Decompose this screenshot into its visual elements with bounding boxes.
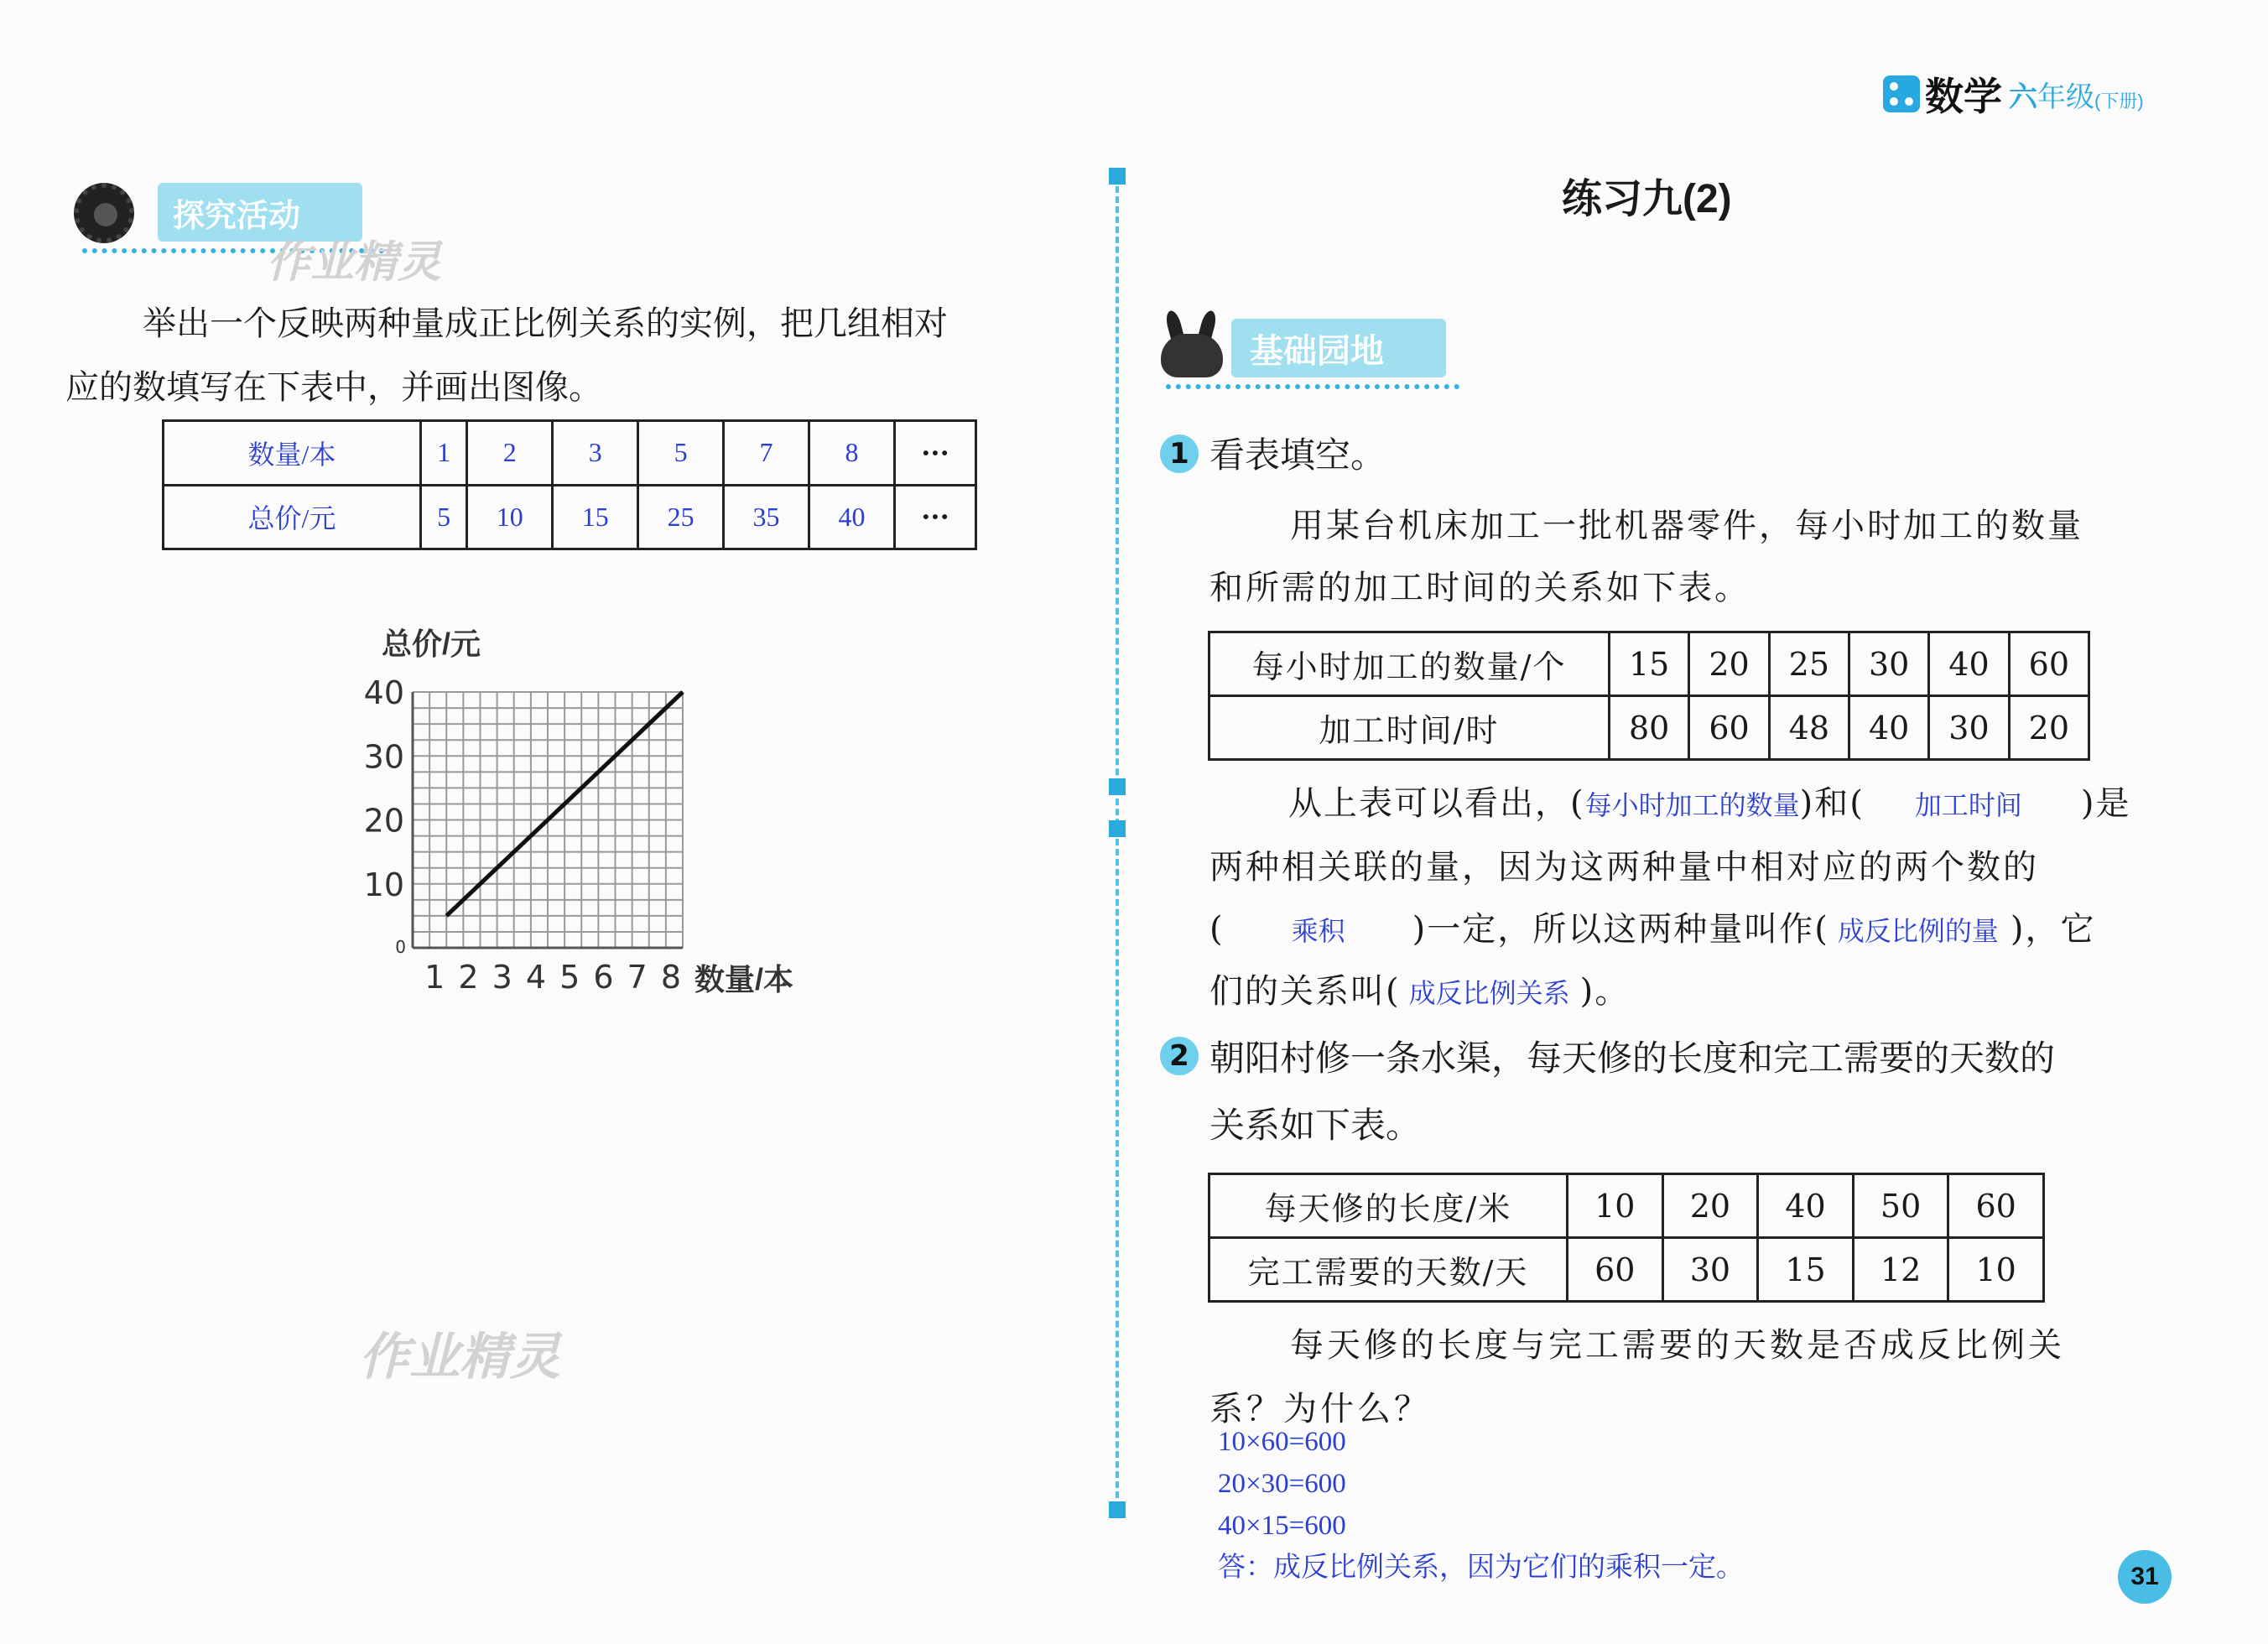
answer-2: 加工时间 <box>1914 790 2022 820</box>
row-label: 数量/本 <box>164 421 421 486</box>
answer-5: 成反比例关系 <box>1408 978 1570 1008</box>
table-cell: 5 <box>421 485 467 549</box>
q2-table <box>1208 1173 2045 1303</box>
q1-heading: 看表填空。 <box>1209 434 1386 476</box>
banner-underline <box>1166 384 1459 389</box>
table-cell: 25 <box>638 485 724 549</box>
x-tick-label: 4 <box>525 959 547 990</box>
x-tick-label: 3 <box>492 959 512 990</box>
table-cell: 3 <box>553 421 638 486</box>
header-logo <box>1883 69 2144 119</box>
q1-fill-line4: 们的关系叫( 成反比例关系 )。 <box>1209 972 1631 1011</box>
table-cell: 60 <box>1948 1174 2044 1238</box>
answer-line: 10×60=600 <box>1218 1427 1346 1457</box>
divider-marker <box>1109 1501 1126 1518</box>
section-banner-basic: 基础园地 <box>1231 319 1446 377</box>
q1-fill-line3: ( 乘积 )一定，所以这两种量叫作( 成反比例的量 )，它 <box>1209 910 2096 949</box>
answer-1: 每小时加工的数量 <box>1584 790 1800 820</box>
table-cell: 25 <box>1769 632 1849 696</box>
grade-label: 年级 <box>2037 81 2094 113</box>
table-cell: 40 <box>1849 696 1928 760</box>
table-cell: 40 <box>809 485 895 549</box>
row-label: 完工需要的天数/天 <box>1209 1238 1568 1302</box>
subject-label: 数学 <box>1925 75 2002 118</box>
x-tick-label: 7 <box>627 959 648 990</box>
x-tick-label: 6 <box>593 959 614 990</box>
task-text: 举出一个反映两种量成正比例关系的实例，把几组相对 应的数填写在下表中，并画出图像。 <box>65 304 948 407</box>
y-tick-label: 30 <box>363 738 404 776</box>
divider-marker <box>1109 168 1126 185</box>
row-label: 每小时加工的数量/个 <box>1209 632 1610 696</box>
table-cell: 7 <box>724 421 809 486</box>
volume-label: (下册) <box>2094 90 2144 112</box>
question-number-2: 2 <box>1160 1037 1199 1075</box>
table-cell: 15 <box>1610 632 1689 696</box>
table-cell: 60 <box>1568 1238 1663 1302</box>
table-cell: 15 <box>553 485 638 549</box>
answer-3: 乘积 <box>1291 916 1345 946</box>
chart-xlabel: 数量/本 <box>694 962 794 996</box>
x-tick-label: 1 <box>424 959 445 990</box>
proportion-chart <box>361 671 713 990</box>
watermark: 作业精灵 <box>267 237 442 288</box>
y-tick-label: 10 <box>363 866 404 903</box>
table-cell: 60 <box>2009 632 2089 696</box>
rabbit-icon <box>1161 310 1223 377</box>
table-cell: ··· <box>895 485 976 549</box>
y-tick-label: 40 <box>363 674 404 711</box>
table-cell: 30 <box>1849 632 1928 696</box>
y-tick-label: 0 <box>395 937 406 957</box>
left-table <box>162 419 977 550</box>
divider-marker <box>1109 820 1126 837</box>
q1-text: 用某台机床加工一批机器零件，每小时加工的数量 和所需的加工时间的关系如下表。 <box>1209 507 2083 607</box>
table-cell: 30 <box>1929 696 2009 760</box>
answer-line: 20×30=600 <box>1218 1469 1346 1499</box>
section-banner-explore: 探究活动 <box>158 183 362 242</box>
q1-fill-line2: 两种相关联的量，因为这两种量中相对应的两个数的 <box>1209 848 2039 887</box>
table-cell: 35 <box>724 485 809 549</box>
row-label: 每天修的长度/米 <box>1209 1174 1568 1238</box>
table-cell: ··· <box>895 421 976 486</box>
table-cell: 10 <box>1948 1238 2044 1302</box>
q2-answers <box>1218 1421 1744 1589</box>
table-cell: 8 <box>809 421 895 486</box>
table-cell: 50 <box>1853 1174 1948 1238</box>
table-cell: 40 <box>1929 632 2009 696</box>
table-cell: 20 <box>1662 1174 1758 1238</box>
y-tick-label: 20 <box>363 802 404 840</box>
question-number-1: 1 <box>1160 434 1199 473</box>
table-cell: 60 <box>1689 696 1769 760</box>
dice-icon <box>1883 75 1920 112</box>
table-cell: 10 <box>467 485 553 549</box>
row-label: 加工时间/时 <box>1209 696 1610 760</box>
x-tick-label: 8 <box>660 959 682 990</box>
page-number: 31 <box>2118 1550 2172 1604</box>
q2-text: 朝阳村修一条水渠，每天修的长度和完工需要的天数的 关系如下表。 <box>1209 1038 2056 1146</box>
page-divider <box>1116 176 1119 1518</box>
divider-marker <box>1109 778 1126 795</box>
q1-fill-line1: 从上表可以看出，(每小时加工的数量)和( 加工时间 )是 <box>1288 784 2131 823</box>
table-cell: 30 <box>1662 1238 1758 1302</box>
table-cell: 10 <box>1568 1174 1663 1238</box>
table-cell: 80 <box>1610 696 1689 760</box>
table-cell: 12 <box>1853 1238 1948 1302</box>
x-tick-label: 5 <box>559 959 580 990</box>
table-cell: 2 <box>467 421 553 486</box>
answer-4: 成反比例的量 <box>1837 916 1999 946</box>
table-cell: 15 <box>1758 1238 1854 1302</box>
grade-mark: 六 <box>2009 81 2037 113</box>
table-cell: 20 <box>2009 696 2089 760</box>
chart-ylabel: 总价/元 <box>382 627 481 661</box>
q1-table <box>1208 631 2090 761</box>
row-label: 总价/元 <box>164 485 421 549</box>
lion-icon <box>74 183 134 243</box>
page-title: 练习九(2) <box>1562 177 1732 221</box>
answer-line: 40×15=600 <box>1218 1511 1346 1541</box>
answer-line: 答：成反比例关系，因为它们的乘积一定。 <box>1218 1553 1744 1583</box>
table-cell: 40 <box>1758 1174 1854 1238</box>
table-cell: 5 <box>638 421 724 486</box>
table-cell: 1 <box>421 421 467 486</box>
watermark: 作业精灵 <box>359 1328 560 1386</box>
table-cell: 20 <box>1689 632 1769 696</box>
table-cell: 48 <box>1769 696 1849 760</box>
x-tick-label: 2 <box>458 959 479 990</box>
q2-question: 每天修的长度与完工需要的天数是否成反比例关 系？为什么？ <box>1209 1326 2065 1428</box>
